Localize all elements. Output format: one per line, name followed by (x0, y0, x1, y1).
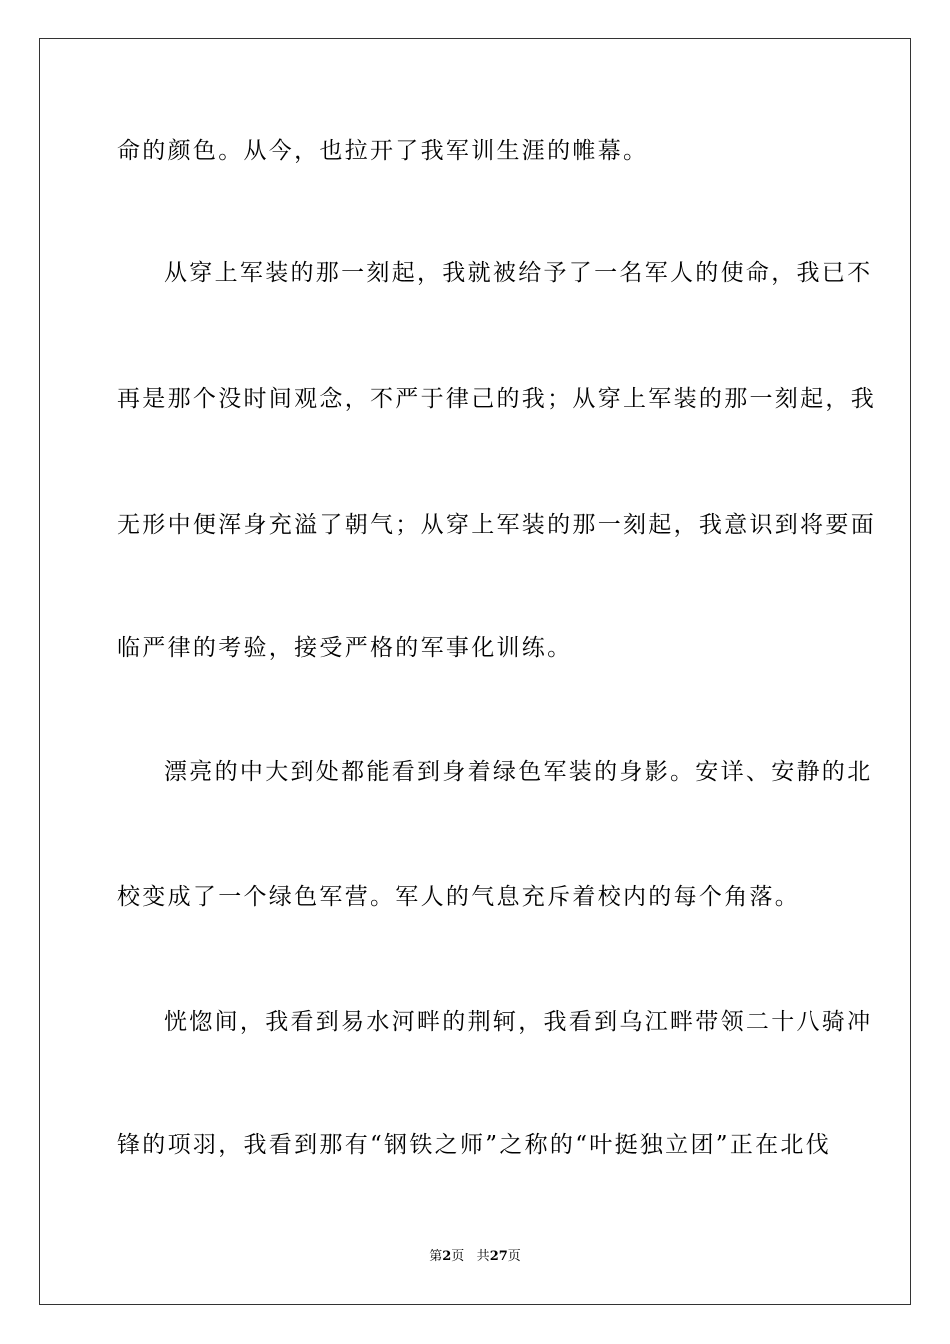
text-line-8: 恍惚间，我看到易水河畔的荆轲，我看到乌江畔带领二十八骑冲 (164, 1009, 873, 1035)
text-line-2: 从穿上军装的那一刻起，我就被给予了一名军人的使命，我已不 (164, 260, 873, 286)
footer-prefix: 第 (429, 1249, 443, 1264)
text-line-9: 锋的项羽，我看到那有“钢铁之师”之称的“叶挺独立团”正在北伐 (117, 1132, 832, 1158)
page-footer (0, 1248, 950, 1266)
page-border (39, 38, 911, 1305)
text-line-4: 无形中便浑身充溢了朝气；从穿上军装的那一刻起，我意识到将要面 (117, 512, 876, 538)
footer-total-prefix: 共 (476, 1249, 490, 1264)
current-page-number: 2 (442, 1249, 452, 1264)
footer-total-suffix: 页 (507, 1249, 521, 1264)
text-line-3: 再是那个没时间观念，不严于律己的我；从穿上军装的那一刻起，我 (117, 386, 876, 412)
text-line-1: 命的颜色。从今，也拉开了我军训生涯的帷幕。 (117, 138, 649, 164)
text-line-6: 漂亮的中大到处都能看到身着绿色军装的身影。安详、安静的北 (164, 759, 873, 785)
text-line-7: 校变成了一个绿色军营。军人的气息充斥着校内的每个角落。 (117, 884, 801, 910)
text-line-5: 临严律的考验，接受严格的军事化训练。 (117, 635, 573, 661)
total-pages-number: 27 (489, 1249, 508, 1264)
footer-page-suffix: 页 (451, 1249, 465, 1264)
